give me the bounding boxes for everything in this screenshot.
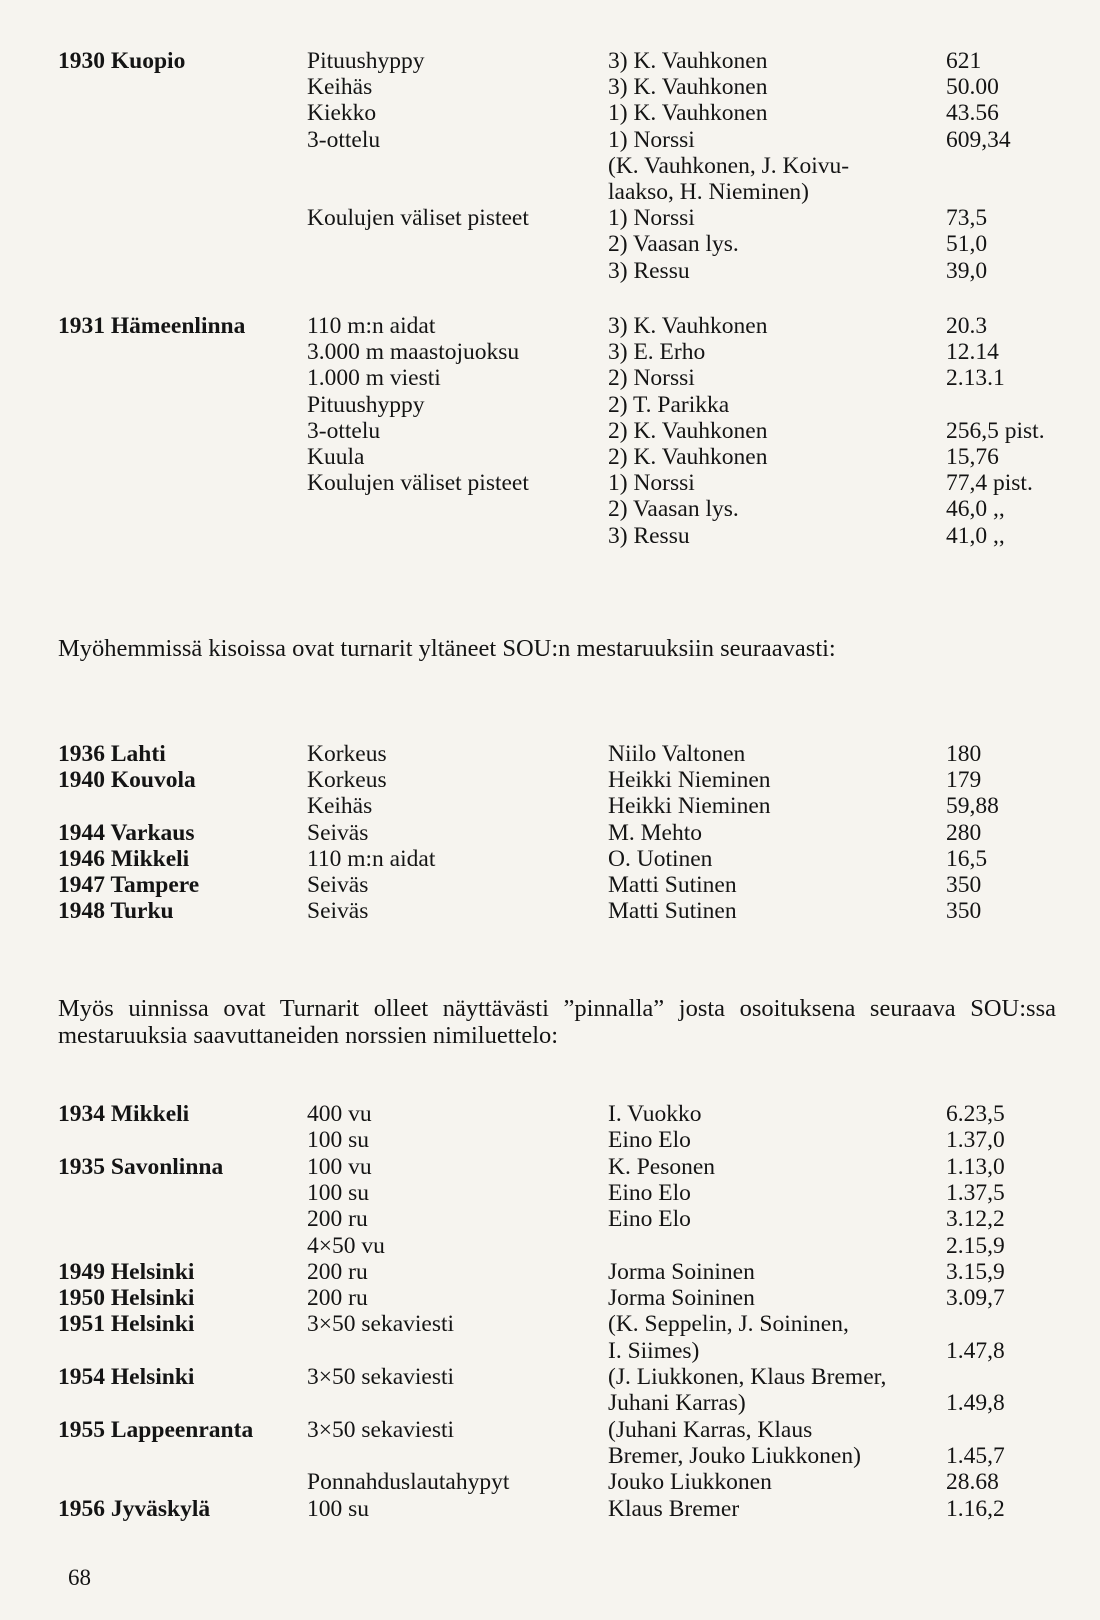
- result-cell: (J. Liukkonen, Klaus Bremer,: [608, 1364, 887, 1390]
- value-cell: 41,0 ,,: [946, 522, 1005, 549]
- result-cell: 2) K. Vauhkonen: [608, 444, 768, 470]
- table-row: [0, 231, 1100, 257]
- result-cell: Klaus Bremer: [608, 1495, 740, 1522]
- value-cell: 51,0: [946, 231, 988, 258]
- year-place-cell: 1955 Lappeenranta: [58, 1416, 254, 1443]
- year-place-cell: 1936 Lahti: [58, 741, 166, 767]
- event-cell: Koulujen väliset pisteet: [307, 470, 529, 497]
- table-row: [0, 418, 1100, 444]
- value-cell: 43.56: [946, 100, 999, 127]
- table-row: [0, 1417, 1100, 1443]
- event-cell: 400 vu: [307, 1101, 372, 1127]
- event-cell: Seiväs: [307, 819, 369, 846]
- value-cell: 15,76: [946, 444, 999, 470]
- year-place-cell: 1934 Mikkeli: [58, 1101, 190, 1127]
- result-cell: 1) K. Vauhkonen: [608, 100, 768, 127]
- event-cell: 3×50 sekaviesti: [307, 1311, 455, 1338]
- year-place-cell: 1950 Helsinki: [58, 1285, 195, 1312]
- table-row: [0, 1180, 1100, 1206]
- result-cell: Jorma Soininen: [608, 1258, 755, 1285]
- value-cell: 46,0 ,,: [946, 496, 1005, 523]
- event-cell: Kiekko: [307, 100, 377, 127]
- year-place-cell: 1946 Mikkeli: [58, 845, 190, 872]
- value-cell: 2.15,9: [946, 1232, 1005, 1259]
- table-row: [0, 741, 1100, 767]
- value-cell: 50.00: [946, 74, 999, 101]
- result-cell: (K. Seppelin, J. Soininen,: [608, 1311, 849, 1338]
- result-cell: Juhani Karras): [608, 1390, 746, 1417]
- result-cell: Matti Sutinen: [608, 898, 737, 925]
- event-cell: Keihäs: [307, 793, 373, 820]
- table-row: [0, 846, 1100, 872]
- table-row: [0, 872, 1100, 898]
- result-cell: 1) Norssi: [608, 470, 695, 497]
- value-cell: 179: [946, 767, 982, 794]
- result-cell: 3) K. Vauhkonen: [608, 48, 768, 74]
- result-cell: 2) Vaasan lys.: [608, 231, 739, 258]
- value-cell: 1.16,2: [946, 1495, 1005, 1522]
- table-row: [0, 1101, 1100, 1127]
- table-row: [0, 496, 1100, 522]
- result-cell: Matti Sutinen: [608, 872, 737, 898]
- result-cell: 3) K. Vauhkonen: [608, 74, 768, 101]
- table-row: [0, 339, 1100, 365]
- event-cell: 100 su: [307, 1179, 370, 1206]
- table-row: [0, 74, 1100, 100]
- table-row: [0, 153, 1100, 179]
- table-row: [0, 1443, 1100, 1469]
- value-cell: 39,0: [946, 257, 988, 284]
- result-cell: Niilo Valtonen: [608, 741, 746, 767]
- table-row: [0, 470, 1100, 496]
- value-cell: 350: [946, 898, 982, 925]
- event-cell: 3-ottelu: [307, 417, 381, 444]
- year-place-cell: 1949 Helsinki: [58, 1258, 195, 1285]
- table-row: [0, 1127, 1100, 1153]
- value-cell: 28.68: [946, 1469, 999, 1496]
- result-cell: 2) K. Vauhkonen: [608, 417, 768, 444]
- value-cell: 2.13.1: [946, 365, 1005, 392]
- result-cell: 1) Norssi: [608, 126, 695, 153]
- event-cell: Pituushyppy: [307, 48, 425, 74]
- paragraph-later-championships: Myöhemmissä kisoissa ovat turnarit yltäneet SOU:n mestaruuksiin seuraavasti:: [58, 635, 836, 662]
- table-row: [0, 205, 1100, 231]
- year-place-cell: 1956 Jyväskylä: [58, 1495, 211, 1522]
- value-cell: 1.37,5: [946, 1179, 1005, 1206]
- event-cell: 200 ru: [307, 1258, 368, 1285]
- table-row: [0, 820, 1100, 846]
- event-cell: Ponnahduslautahypyt: [307, 1469, 510, 1496]
- year-place-cell: 1948 Turku: [58, 898, 174, 925]
- value-cell: 3.12,2: [946, 1206, 1005, 1233]
- event-cell: 200 ru: [307, 1285, 368, 1312]
- table-row: [0, 392, 1100, 418]
- table-row: [0, 258, 1100, 284]
- event-cell: 110 m:n aidat: [307, 313, 436, 339]
- event-cell: 3-ottelu: [307, 126, 381, 153]
- result-cell: Heikki Nieminen: [608, 793, 771, 820]
- event-cell: Korkeus: [307, 741, 387, 767]
- table-row: [0, 523, 1100, 549]
- event-cell: 1.000 m viesti: [307, 365, 441, 392]
- value-cell: 350: [946, 872, 982, 898]
- year-place-cell: 1951 Helsinki: [58, 1311, 195, 1338]
- result-cell: Eino Elo: [608, 1127, 691, 1154]
- result-cell: 3) E. Erho: [608, 339, 706, 366]
- value-cell: 3.15,9: [946, 1258, 1005, 1285]
- value-cell: 20.3: [946, 313, 988, 339]
- result-cell: M. Mehto: [608, 819, 702, 846]
- table-row: [0, 1233, 1100, 1259]
- result-cell: 3) Ressu: [608, 522, 690, 549]
- table-row: [0, 1259, 1100, 1285]
- event-cell: 100 vu: [307, 1153, 372, 1180]
- table-row: [0, 1469, 1100, 1495]
- value-cell: 1.37,0: [946, 1127, 1005, 1154]
- table-row: [0, 1390, 1100, 1416]
- result-cell: Eino Elo: [608, 1206, 691, 1233]
- result-cell: 3) K. Vauhkonen: [608, 313, 768, 339]
- year-place-cell: 1947 Tampere: [58, 872, 200, 898]
- year-place-cell: 1944 Varkaus: [58, 819, 195, 846]
- result-cell: Heikki Nieminen: [608, 767, 771, 794]
- event-cell: 200 ru: [307, 1206, 368, 1233]
- page-number: 68: [68, 1565, 91, 1590]
- table-row: [0, 1364, 1100, 1390]
- event-cell: Kuula: [307, 444, 365, 470]
- table-row: [0, 100, 1100, 126]
- event-cell: 3×50 sekaviesti: [307, 1364, 455, 1390]
- value-cell: 1.13,0: [946, 1153, 1005, 1180]
- event-cell: Koulujen väliset pisteet: [307, 205, 529, 232]
- value-cell: 6.23,5: [946, 1101, 1005, 1127]
- event-cell: Seiväs: [307, 898, 369, 925]
- value-cell: 609,34: [946, 126, 1011, 153]
- event-cell: Keihäs: [307, 74, 373, 101]
- result-cell: Eino Elo: [608, 1179, 691, 1206]
- value-cell: 59,88: [946, 793, 999, 820]
- event-cell: 3.000 m maastojuoksu: [307, 339, 520, 366]
- result-cell: I. Vuokko: [608, 1101, 702, 1127]
- result-cell: Jorma Soininen: [608, 1285, 755, 1312]
- result-cell: O. Uotinen: [608, 845, 713, 872]
- year-place-cell: 1931 Hämeenlinna: [58, 313, 246, 339]
- value-cell: 1.47,8: [946, 1337, 1005, 1364]
- table-row: [0, 793, 1100, 819]
- result-cell: K. Pesonen: [608, 1153, 716, 1180]
- table-row: [0, 1154, 1100, 1180]
- table-row: [0, 48, 1100, 74]
- table-row: [0, 1285, 1100, 1311]
- result-cell: 3) Ressu: [608, 257, 690, 284]
- table-row: [0, 767, 1100, 793]
- value-cell: 73,5: [946, 205, 988, 232]
- event-cell: Pituushyppy: [307, 391, 425, 418]
- paragraph-swimming: Myös uinnissa ovat Turnarit olleet näyttävästi ”pinnalla” josta osoituksena seuraava SOU:ssa mestaruuksia saavuttaneiden norssien nimiluettelo:: [58, 995, 1056, 1049]
- value-cell: 12.14: [946, 339, 999, 366]
- event-cell: 110 m:n aidat: [307, 845, 436, 872]
- result-cell: (K. Vauhkonen, J. Koivu-: [608, 152, 850, 179]
- value-cell: 77,4 pist.: [946, 470, 1033, 497]
- table-row: [0, 1338, 1100, 1364]
- year-place-cell: 1940 Kouvola: [58, 767, 196, 794]
- table-row: [0, 1496, 1100, 1522]
- event-cell: Korkeus: [307, 767, 387, 794]
- result-cell: 1) Norssi: [608, 205, 695, 232]
- table-row: [0, 127, 1100, 153]
- event-cell: 100 su: [307, 1127, 370, 1154]
- event-cell: Seiväs: [307, 872, 369, 898]
- result-cell: Bremer, Jouko Liukkonen): [608, 1442, 861, 1469]
- value-cell: 256,5 pist.: [946, 417, 1045, 444]
- table-row: [0, 898, 1100, 924]
- result-cell: 2) T. Parikka: [608, 391, 730, 418]
- value-cell: 621: [946, 48, 982, 74]
- value-cell: 1.45,7: [946, 1442, 1005, 1469]
- result-cell: laakso, H. Nieminen): [608, 179, 810, 205]
- event-cell: 100 su: [307, 1495, 370, 1522]
- result-cell: I. Siimes): [608, 1337, 700, 1364]
- value-cell: 280: [946, 819, 982, 846]
- table-row: [0, 313, 1100, 339]
- table-row: [0, 444, 1100, 470]
- year-place-cell: 1954 Helsinki: [58, 1364, 195, 1390]
- table-row: [0, 365, 1100, 391]
- table-row: [0, 1206, 1100, 1232]
- table-row: [0, 179, 1100, 205]
- table-row: [0, 1311, 1100, 1337]
- year-place-cell: 1935 Savonlinna: [58, 1153, 224, 1180]
- value-cell: 3.09,7: [946, 1285, 1005, 1312]
- year-place-cell: 1930 Kuopio: [58, 48, 186, 74]
- event-cell: 3×50 sekaviesti: [307, 1416, 455, 1443]
- value-cell: 180: [946, 741, 982, 767]
- value-cell: 16,5: [946, 845, 988, 872]
- result-cell: 2) Norssi: [608, 365, 695, 392]
- event-cell: 4×50 vu: [307, 1232, 385, 1259]
- result-cell: 2) Vaasan lys.: [608, 496, 739, 523]
- result-cell: Jouko Liukkonen: [608, 1469, 772, 1496]
- result-cell: (Juhani Karras, Klaus: [608, 1416, 813, 1443]
- value-cell: 1.49,8: [946, 1390, 1005, 1417]
